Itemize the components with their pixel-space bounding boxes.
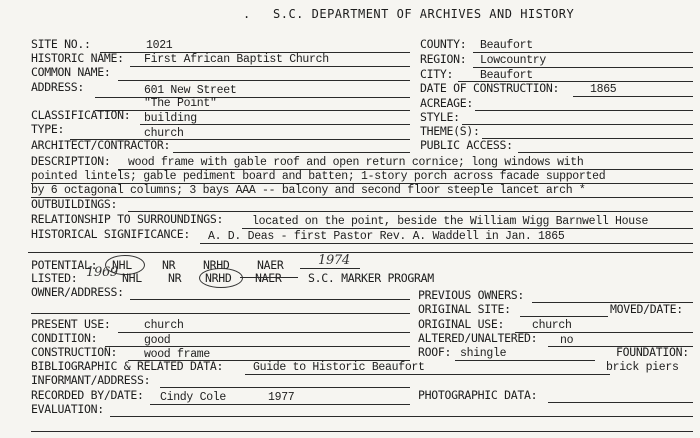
region-value: Lowcountry — [480, 54, 547, 67]
city-label: CITY: — [420, 67, 454, 81]
historic-name-label: HISTORIC NAME: — [31, 51, 124, 65]
moved-date-label: MOVED/DATE: — [610, 302, 683, 316]
description-line-2-text: pointed lintels; gable pediment board and batten; 1-story porch across facade supported — [31, 170, 606, 183]
evaluation-label: EVALUATION: — [31, 402, 104, 416]
listed-label: LISTED: — [31, 271, 78, 285]
date-construction-value: 1865 — [590, 83, 617, 96]
marker-program-label: S.C. MARKER PROGRAM — [308, 271, 434, 285]
date-construction-line — [573, 96, 693, 97]
listed-year-handwritten: 1969 — [86, 265, 118, 280]
address-value-1: 601 New Street — [144, 84, 237, 97]
relationship-value: located on the point, beside the William Wigg Barnwell House — [252, 215, 649, 228]
photographic-label: PHOTOGRAPHIC DATA: — [418, 388, 538, 402]
foundation-label: FOUNDATION: — [616, 345, 689, 359]
classification-line — [140, 124, 410, 125]
potential-nrhd: NRHD — [203, 258, 230, 272]
original-site-label: ORIGINAL SITE: — [418, 302, 511, 316]
condition-line — [105, 346, 410, 347]
original-use-value: church — [532, 319, 572, 332]
city-value: Beaufort — [480, 69, 533, 82]
present-use-value: church — [144, 319, 184, 332]
roof-line — [455, 360, 595, 361]
address-line-2 — [95, 110, 410, 111]
owner-address-label: OWNER/ADDRESS: — [31, 285, 124, 299]
description-line-1-text: wood frame with gable roof and open return cornice; long windows with — [128, 156, 584, 169]
description-line-3-text: by 6 octagonal columns; 3 bays AAA -- balcony and second floor steeple lancet arch * — [31, 184, 586, 197]
type-value: church — [144, 127, 184, 140]
construction-label: CONSTRUCTION: — [31, 345, 118, 359]
historical-significance-value: A. D. Deas - first Pastor Rev. A. Waddell in Jan. 1865 — [208, 230, 565, 243]
potential-naer: NAER — [257, 258, 284, 272]
date-construction-label: DATE OF CONSTRUCTION: — [420, 81, 560, 95]
listed-nrhd: NRHD — [205, 271, 232, 285]
recorded-by-line — [150, 404, 410, 405]
roof-label: ROOF: — [418, 345, 452, 359]
evaluation-line — [110, 416, 693, 417]
header-dot: . — [243, 7, 251, 21]
original-site-line — [520, 316, 608, 317]
historical-significance-line — [200, 243, 693, 244]
description-line-3 — [31, 197, 693, 198]
address-label: ADDRESS: — [31, 80, 84, 94]
region-line — [473, 67, 693, 68]
condition-label: CONDITION: — [31, 331, 98, 345]
type-label: TYPE: — [31, 122, 65, 136]
section-divider — [28, 252, 693, 253]
historical-significance-label: HISTORICAL SIGNIFICANCE: — [31, 227, 190, 241]
altered-label: ALTERED/UNALTERED: — [418, 331, 538, 345]
classification-value: building — [144, 112, 197, 125]
condition-value: good — [144, 334, 171, 347]
listed-nrhd-circle — [199, 268, 243, 288]
description-label: DESCRIPTION: — [31, 154, 111, 168]
style-line — [462, 124, 693, 125]
owner-address-line — [130, 299, 410, 300]
altered-value: no — [560, 334, 574, 347]
region-label: REGION: — [420, 52, 467, 66]
address-value-2: "The Point" — [144, 97, 217, 110]
bibliographic-label: BIBLIOGRAPHIC & RELATED DATA: — [31, 359, 224, 373]
owner-address-line-2 — [31, 313, 410, 314]
historic-name-value: First African Baptist Church — [144, 53, 329, 66]
acreage-line — [475, 110, 693, 111]
outbuildings-label: OUTBUILDINGS: — [31, 197, 118, 211]
site-no-label: SITE NO.: — [31, 37, 91, 51]
construction-value: wood frame — [144, 348, 211, 361]
site-no-value: 1021 — [146, 39, 173, 52]
original-use-line — [515, 332, 693, 333]
address-line-1 — [95, 97, 410, 98]
county-line — [473, 52, 693, 53]
roof-value: shingle — [460, 347, 507, 360]
informant-label: INFORMANT/ADDRESS: — [31, 373, 151, 387]
county-value: Beaufort — [480, 39, 533, 52]
architect-line — [173, 152, 410, 153]
potential-nr: NR — [162, 258, 176, 272]
relationship-line — [242, 228, 693, 229]
relationship-label: RELATIONSHIP TO SURROUNDINGS: — [31, 212, 224, 226]
potential-year-handwritten: 1974 — [318, 253, 350, 268]
form-title: S.C. DEPARTMENT OF ARCHIVES AND HISTORY — [273, 7, 575, 21]
potential-year-line — [300, 268, 360, 269]
bibliographic-value: Guide to Historic Beaufort — [253, 361, 425, 374]
public-access-label: PUBLIC ACCESS: — [420, 138, 513, 152]
photographic-line — [548, 402, 693, 403]
present-use-label: PRESENT USE: — [31, 317, 111, 331]
naer-strike — [240, 277, 298, 278]
bibliographic-line — [245, 374, 610, 375]
acreage-label: ACREAGE: — [420, 96, 473, 110]
common-name-label: COMMON NAME: — [31, 65, 111, 79]
theme-label: THEME(S): — [420, 124, 480, 138]
recorded-by-label: RECORDED BY/DATE: — [31, 388, 144, 402]
potential-nhl: NHL — [112, 258, 132, 272]
listed-nr: NR — [168, 271, 182, 285]
previous-owners-label: PREVIOUS OWNERS: — [418, 288, 524, 302]
county-label: COUNTY: — [420, 37, 467, 51]
style-label: STYLE: — [420, 110, 460, 124]
listed-naer: NAER — [255, 271, 282, 285]
classification-label: CLASSIFICATION: — [31, 108, 131, 122]
recorded-date-value: 1977 — [268, 391, 295, 404]
historic-name-line — [130, 66, 410, 67]
original-use-label: ORIGINAL USE: — [418, 317, 505, 331]
recorded-by-value: Cindy Cole — [160, 391, 227, 404]
foundation-value: brick piers — [606, 361, 679, 374]
informant-line — [160, 387, 410, 388]
public-access-line — [518, 152, 693, 153]
theme-line — [482, 138, 693, 139]
listed-nhl: NHL — [122, 271, 142, 285]
potential-label: POTENTIAL: — [31, 258, 98, 272]
architect-label: ARCHITECT/CONTRACTOR: — [31, 138, 171, 152]
common-name-line — [118, 80, 410, 81]
evaluation-line-2 — [31, 431, 693, 432]
present-use-line — [118, 332, 410, 333]
